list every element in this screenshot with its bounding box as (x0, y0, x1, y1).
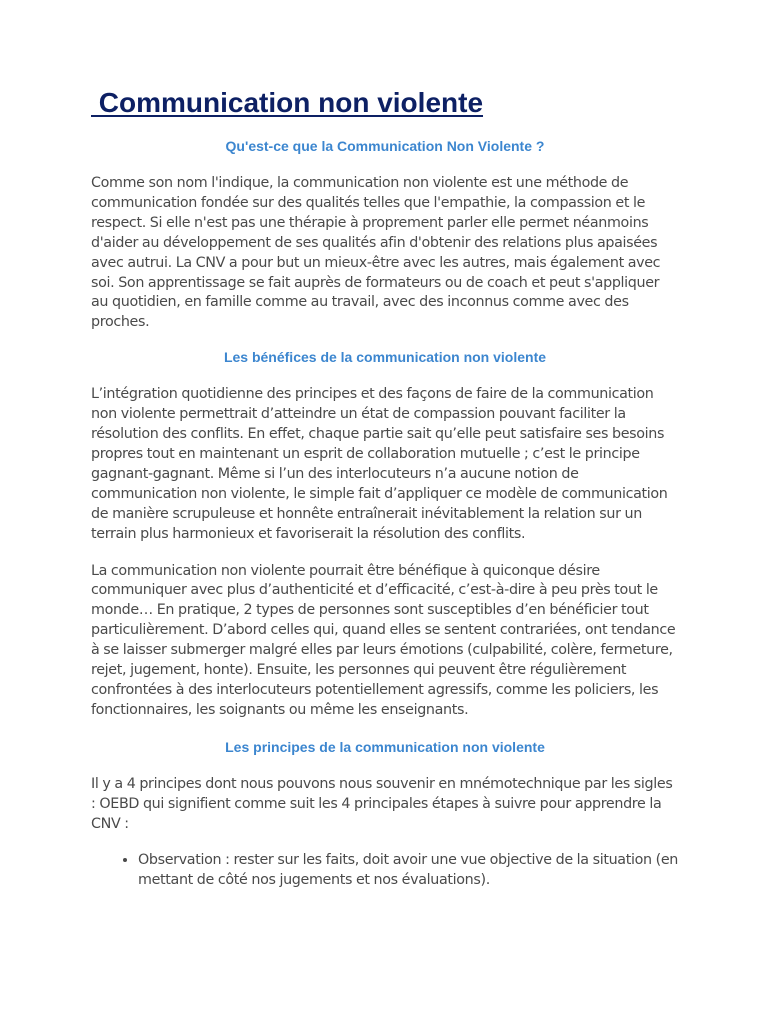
paragraph-benefits-2: La communication non violente pourrait être bénéfique à quiconque désire communiquer avec plus d’authenticité et d’efficacité, c’est-à-dire à peu près tout le monde… En pratique, 2 types de personnes sont susceptibles d’en bénéficier tout particulièrement. D’abord celles qui, quand elles se sentent contrariées, ont tendance à se laisser submerger malgré elles par leurs émotions (culpabilité, colère, fermeture, rejet, jugement, honte). Ensuite, les personnes qui peuvent être régulièrement confrontées à des interlocuteurs potentiellement agressifs, comme les policiers, les fonctionnaires, les soignants ou même les enseignants. (91, 562, 676, 718)
list-item-observation: • Observation : rester sur les faits, doit avoir une vue objective de la situation (en mettant de côté nos jugements et nos évaluations). (138, 851, 679, 891)
paragraph-principles: Il y a 4 principes dont nous pouvons nous souvenir en mnémotechnique par les sigles : OEBD qui signifient comme suit les 4 principales étapes à suivre pour apprendre la CNV : (91, 775, 673, 832)
section-heading-what-is-cnv: Qu'est-ce que la Communication Non Violente ? (225, 138, 545, 154)
section-heading-principles: Les principes de la communication non violente (225, 738, 545, 755)
paragraph-intro: Comme son nom l'indique, la communication non violente est une méthode de communication fondée sur des qualités telles que l'empathie, la compassion et le respect. Si elle n'est pas une thérapie à proprement parler elle permet néanmoins d'aider au développement de ses qualités afin d'obtenir des relations plus apaisées avec autrui. La CNV a pour but un mieux-être avec les autres, mais également avec soi. Son apprentissage se fait auprès de formateurs ou de coach et peut s'appliquer au quotidien, en famille comme au travail, avec des inconnus comme avec des proches. (91, 175, 661, 331)
document-title: Communication non violente (91, 87, 484, 118)
section-heading-benefits: Les bénéfices de la communication non violente (223, 349, 547, 366)
document-page (91, 84, 679, 891)
paragraph-benefits-1: L’intégration quotidienne des principes et des façons de faire de la communication non violente permettrait d’atteindre un état de compassion pouvant faciliter la résolution des conflits. En effet, chaque partie sait qu’elle peut satisfaire ses besoins propres tout en maintenant un esprit de collaboration mutuelle ; c’est le principe gagnant-gagnant. Même si l’un des interlocuteurs n’a aucune notion de communication non violente, le simple fait d’appliquer ce modèle de communication de manière scrupuleuse et honnête entraînerait inévitablement la relation sur un terrain plus harmonieux et favoriserait la résolution des conflits. (91, 386, 668, 542)
principles-list (91, 851, 679, 891)
